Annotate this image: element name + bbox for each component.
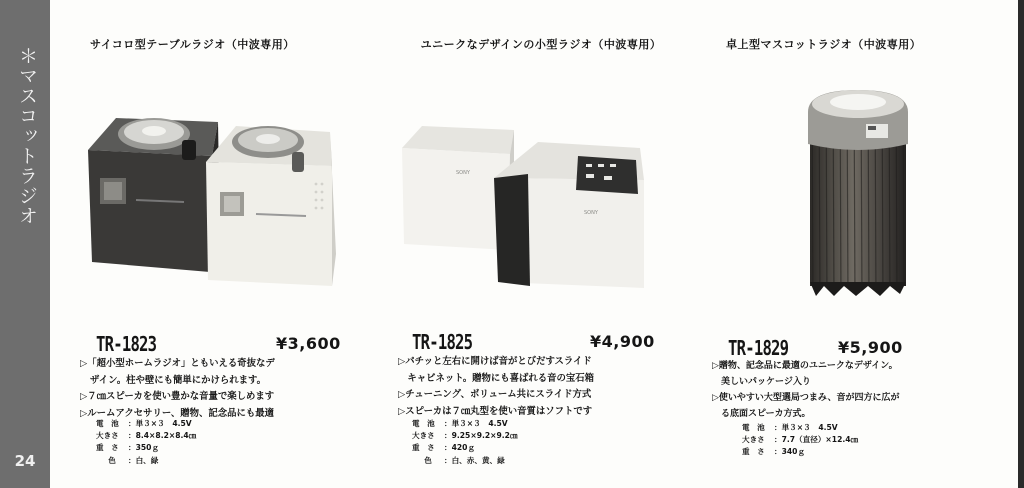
price: ¥3,600 — [276, 334, 341, 353]
product-description — [398, 354, 684, 420]
description-line: ▷贈物、記念品に最適のユニークなデザイン。 — [712, 361, 898, 371]
description-line: ▷ルームアクセサリー、贈物、記念品にも最適 — [80, 407, 275, 419]
slide-radio-photo — [398, 118, 684, 294]
spec-row: 色 ：白、赤、黄、緑 — [424, 455, 505, 465]
spec-row: 大きさ ：7.7（直径）×12.4㎝ — [742, 435, 859, 445]
model-price-row — [398, 330, 684, 356]
product-description — [712, 358, 1008, 422]
description-line: ザイン。柱や壁にも簡単にかけられます。 — [90, 374, 266, 386]
description-line: ▷スピーカは７㎝丸型を使い音質はソフトです — [398, 405, 593, 417]
cylinder-radio-photo — [712, 82, 1008, 302]
model-number: TR-1823 — [96, 332, 157, 356]
product-heading: 卓上型マスコットラジオ（中波専用） — [726, 38, 922, 51]
sidebar-title: ＊マスコットラジオ — [16, 46, 38, 226]
svg-text:SONY: SONY — [456, 170, 470, 176]
spec-row: 電 池 ：単３×３ 4.5V — [96, 419, 192, 428]
spec-list — [742, 422, 982, 459]
product-heading: ユニークなデザインの小型ラジオ（中波専用） — [420, 38, 662, 51]
page-edge — [1018, 0, 1024, 488]
description-line: ▷使いやすい大型選局つまみ、音が四方に広が — [712, 393, 900, 403]
description-line: ▷７㎝スピーカを使い豊かな音量で楽しめます — [80, 391, 275, 402]
spec-row: 電 池 ：単３×３ 4.5V — [412, 419, 508, 428]
price: ¥4,900 — [590, 332, 655, 351]
product-column-tr1825 — [398, 0, 684, 488]
spec-row: 重 さ ：350ｇ — [96, 443, 160, 453]
spec-list — [96, 418, 336, 467]
spec-row: 重 さ ：420ｇ — [412, 443, 476, 453]
cube-radio-photo — [80, 104, 370, 290]
sidebar — [0, 0, 50, 488]
description-line: ▷チューニング、ボリューム共にスライド方式 — [398, 389, 592, 400]
page-number: 24 — [14, 452, 36, 470]
description-line: 美しいパッケージ入り — [712, 377, 811, 387]
spec-row: 重 さ ：340ｇ — [742, 447, 806, 457]
spec-row: 電 池 ：単３×３ 4.5V — [742, 423, 838, 432]
price: ¥5,900 — [838, 338, 903, 357]
product-column-tr1823 — [80, 0, 370, 488]
description-line: キャビネット。贈物にも喜ばれる音の宝石箱 — [398, 372, 595, 384]
model-number: TR-1829 — [728, 336, 789, 360]
product-column-tr1829 — [712, 0, 1008, 488]
spec-row: 大きさ ：9.25×9.2×9.2㎝ — [412, 431, 518, 441]
spec-row: 色 ：白、緑 — [108, 455, 159, 465]
product-description — [80, 356, 370, 422]
description-line: ▷パチッと左右に開けば音がとびだすスライド — [398, 356, 592, 367]
svg-text:SONY: SONY — [584, 210, 598, 216]
product-heading: サイコロ型テーブルラジオ（中波専用） — [90, 38, 295, 51]
spec-list — [412, 418, 652, 467]
model-number: TR-1825 — [412, 330, 473, 354]
description-line: ▷「超小型ホームラジオ」ともいえる奇抜なデ — [80, 358, 275, 369]
spec-row: 大きさ ：8.4×8.2×8.4㎝ — [96, 431, 197, 441]
description-line: る底面スピーカ方式。 — [712, 409, 811, 419]
model-price-row — [80, 332, 370, 358]
